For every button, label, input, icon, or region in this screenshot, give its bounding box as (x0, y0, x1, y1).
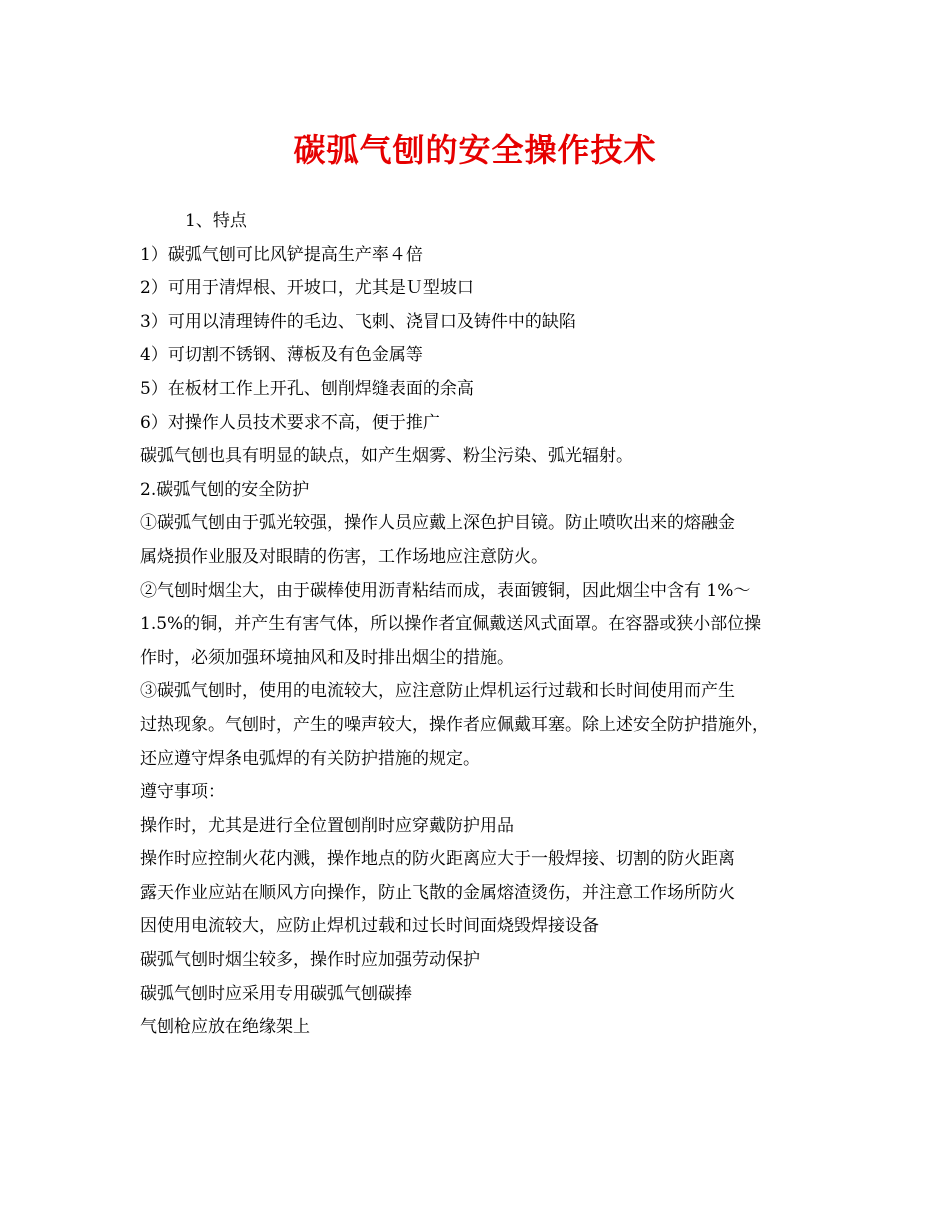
rule-item: 碳弧气刨时应采用专用碳弧气刨碳捧 (140, 983, 412, 1004)
document-body (140, 205, 840, 1045)
protection-paragraph-3-line-1: ③碳弧气刨时，使用的电流较大，应注意防止焊机运行过载和长时间使用而产生 (140, 681, 735, 702)
rule-item: 气刨枪应放在绝缘架上 (140, 1017, 310, 1038)
rule-item: 操作时应控制火花内溅，操作地点的防火距离应大于一般焊接、切割的防火距离 (140, 849, 735, 870)
protection-paragraph-3-line-2: 过热现象。气刨时，产生的噪声较大，操作者应佩戴耳塞。除上述安全防护措施外， (140, 714, 769, 735)
feature-item-3: 3）可用以清理铸件的毛边、飞刺、浇冒口及铸件中的缺陷 (140, 311, 576, 332)
rule-item: 露天作业应站在顺风方向操作，防止飞散的金属熔渣烫伤，并注意工作场所防火 (140, 882, 735, 903)
feature-item-6: 6）对操作人员技术要求不高，便于推广 (140, 412, 440, 433)
rule-item: 因使用电流较大，应防止焊机过载和过长时间面烧毁焊接设备 (140, 916, 599, 937)
feature-item-4: 4）可切割不锈钢、薄板及有色金属等 (140, 345, 423, 366)
feature-item-5: 5）在板材工作上开孔、刨削焊缝表面的余高 (140, 378, 474, 399)
section-heading-rules: 遵守事项： (140, 782, 225, 803)
protection-paragraph-1-line-1: ①碳弧气刨由于弧光较强，操作人员应戴上深色护目镜。防止喷吹出来的熔融金 (140, 513, 735, 534)
rule-item: 碳弧气刨时烟尘较多，操作时应加强劳动保护 (140, 950, 480, 971)
protection-paragraph-3-line-3: 还应遵守焊条电弧焊的有关防护措施的规定。 (140, 748, 480, 769)
feature-item-2: 2）可用于清焊根、开坡口，尤其是Ｕ型坡口 (140, 278, 474, 299)
page-title: 碳弧气刨的安全操作技术 (293, 131, 657, 169)
drawbacks-paragraph: 碳弧气刨也具有明显的缺点，如产生烟雾、粉尘污染、弧光辐射。 (140, 446, 633, 467)
protection-paragraph-1-line-2: 属烧损作业服及对眼睛的伤害，工作场地应注意防火。 (140, 546, 548, 567)
protection-paragraph-2-line-2: 1.5%的铜，并产生有害气体，所以操作者宜佩戴送风式面罩。在容器或狭小部位操 (140, 614, 762, 635)
section-heading-features: 1、特点 (185, 211, 247, 231)
section-heading-protection: 2.碳弧气刨的安全防护 (140, 479, 310, 500)
feature-item-1: 1）碳弧气刨可比风铲提高生产率４倍 (140, 244, 423, 265)
protection-paragraph-2-line-3: 作时，必须加强环境抽风和及时排出烟尘的措施。 (140, 647, 514, 668)
rule-item: 操作时，尤其是进行全位置刨削时应穿戴防护用品 (140, 815, 514, 836)
protection-paragraph-2-line-1: ②气刨时烟尘大，由于碳棒使用沥青粘结而成，表面镀铜，因此烟尘中含有 1%～ (140, 580, 751, 601)
